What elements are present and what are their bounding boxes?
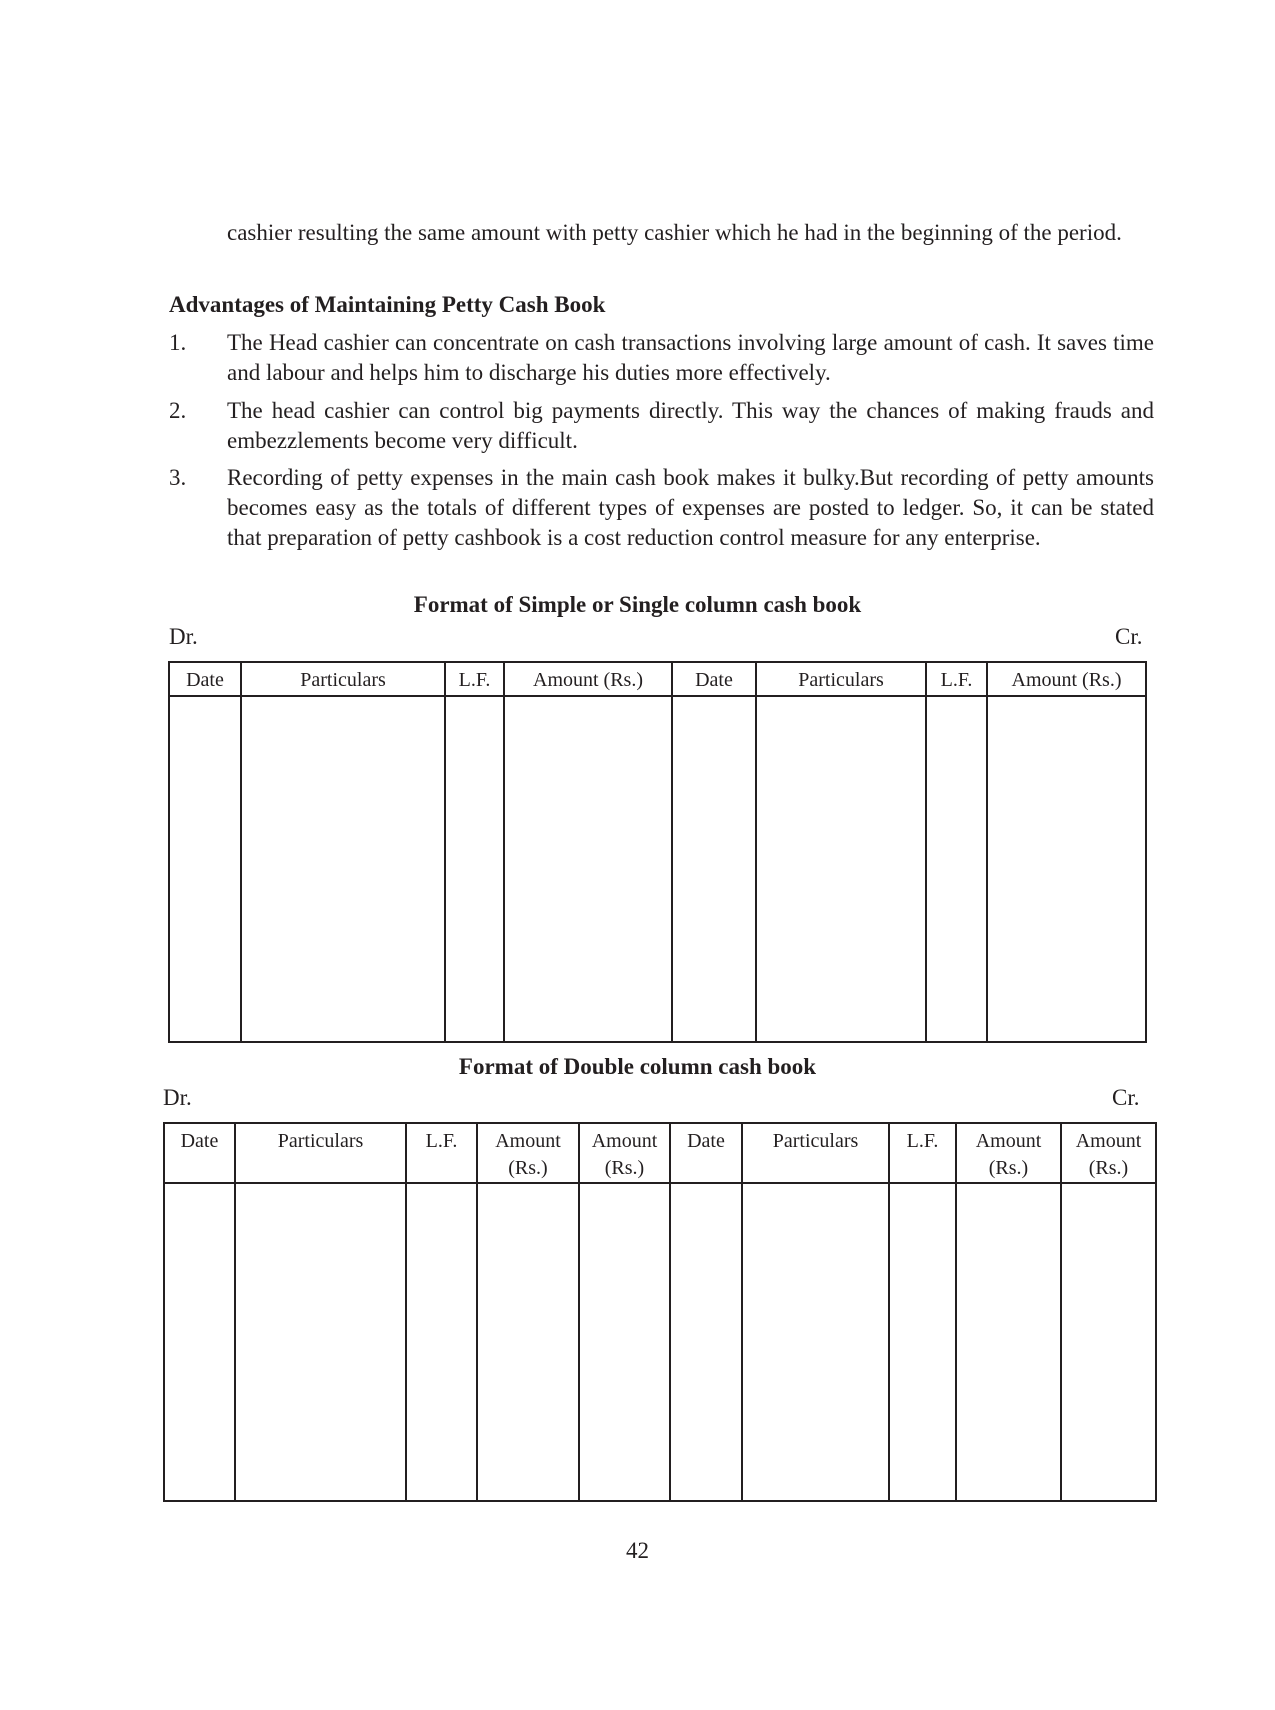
table-cell [756,696,926,1042]
column-header: Particulars [742,1123,889,1183]
list-item-number: 2. [169,398,187,423]
table-body-row [169,696,1146,1042]
list-item [169,463,1154,553]
table-cell [445,696,504,1042]
table-cell [1061,1183,1156,1501]
intro-paragraph: cashier resulting the same amount with petty cashier which he had in the beginning of the period. [227,220,1122,245]
column-header: L.F. [926,662,987,696]
table-cell [241,696,445,1042]
table-cell [406,1183,477,1501]
table-body-row [164,1183,1156,1501]
column-header: Amount (Rs.) [504,662,672,696]
table-cell [926,696,987,1042]
page-number: 42 [626,1538,649,1563]
table-cell [169,696,241,1042]
list-item [169,396,1154,456]
single-column-caption: Format of Simple or Single column cash book [413,592,862,617]
double-column-caption: Format of Double column cash book [458,1054,817,1079]
column-header: Date [164,1123,235,1183]
table-cell [956,1183,1061,1501]
column-header: L.F. [445,662,504,696]
table-cell [987,696,1146,1042]
column-header: Date [672,662,756,696]
table-cell [742,1183,889,1501]
list-item-text: The head cashier can control big payments directly. This way the chances of making frauds and embezzlements become very difficult. [227,398,1154,453]
column-header: Particulars [235,1123,406,1183]
column-header: L.F. [889,1123,956,1183]
column-header: Amount (Rs.) [987,662,1146,696]
list-item-text: Recording of petty expenses in the main cash book makes it bulky.But recording of petty amounts becomes easy as the totals of different types of expenses are posted to ledger. So, it can be stated that preparation of petty cashbook is a cost reduction control measure for any enterprise. [227,465,1154,550]
list-item-text: The Head cashier can concentrate on cash transactions involving large amount of cash. It saves time and labour and helps him to discharge his duties more effectively. [227,330,1154,385]
list-item-number: 1. [169,330,187,355]
table-cell [164,1183,235,1501]
double-column-cash-book-table [163,1122,1157,1502]
column-header: Amount (Rs.) [1061,1123,1156,1183]
table-cell [504,696,672,1042]
list-item-number: 3. [169,465,187,490]
debit-label: Dr. [163,1085,192,1110]
table-header-row [169,662,1146,696]
single-column-cash-book-table [168,661,1147,1043]
table-cell [235,1183,406,1501]
debit-label: Dr. [169,624,198,649]
column-header: Amount (Rs.) [477,1123,579,1183]
column-header: Date [169,662,241,696]
column-header: Amount (Rs.) [579,1123,670,1183]
column-header: Amount (Rs.) [956,1123,1061,1183]
table-cell [477,1183,579,1501]
column-header: Date [670,1123,742,1183]
column-header: L.F. [406,1123,477,1183]
table-cell [889,1183,956,1501]
credit-label: Cr. [1112,1085,1140,1110]
list-item [169,328,1154,388]
column-header: Particulars [756,662,926,696]
table-header-row [164,1123,1156,1183]
advantages-heading: Advantages of Maintaining Petty Cash Book [169,292,606,317]
table-cell [579,1183,670,1501]
column-header: Particulars [241,662,445,696]
table-cell [672,696,756,1042]
table-cell [670,1183,742,1501]
credit-label: Cr. [1115,624,1143,649]
